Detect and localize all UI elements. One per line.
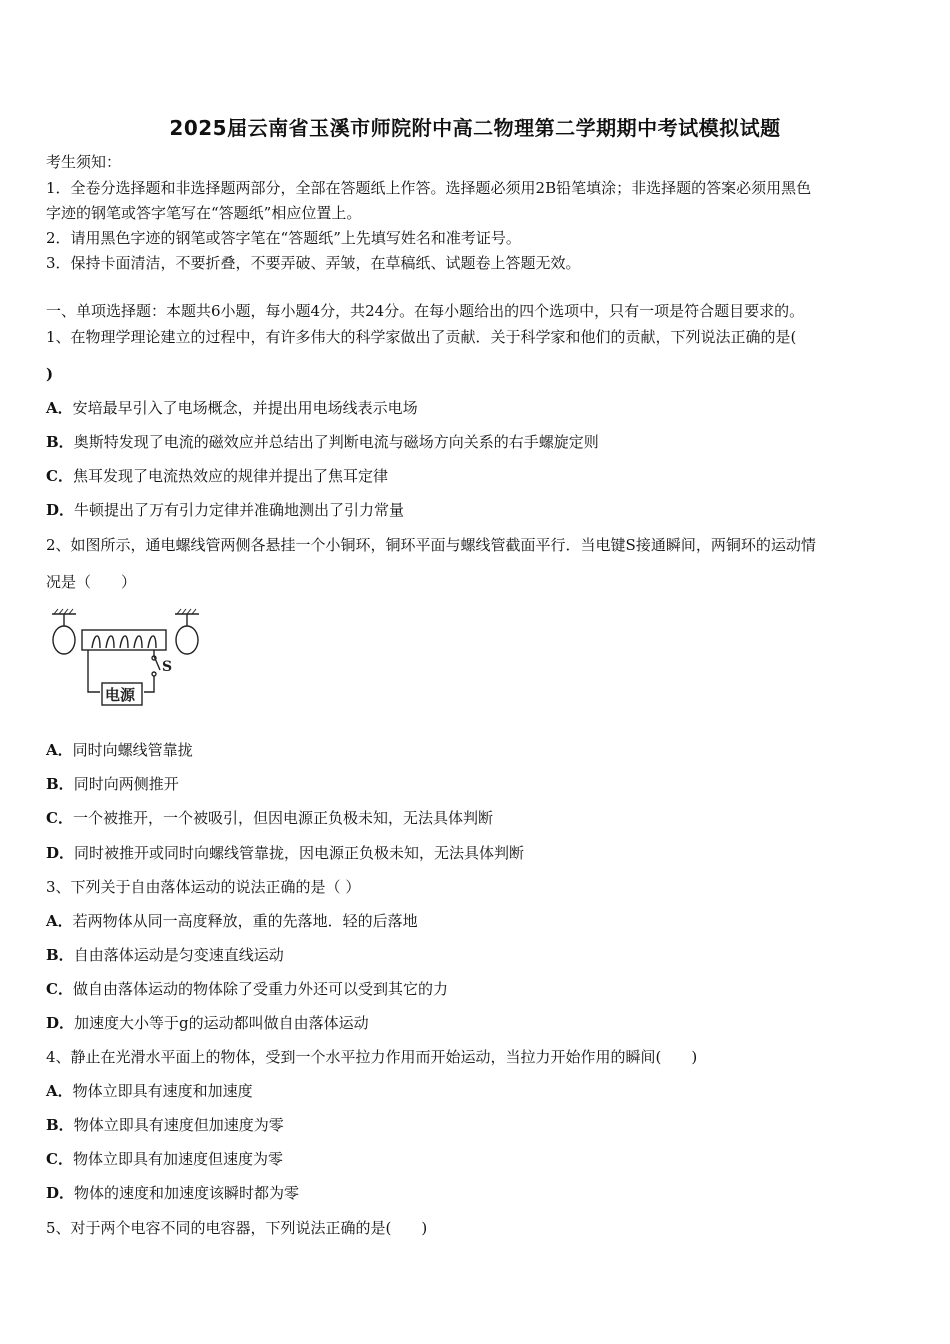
switch-label: S [162,659,173,675]
right-copper-ring [176,626,198,654]
option-letter: B． [46,1116,74,1134]
option-text: 做自由落体运动的物体除了受重力外还可以受到其它的力 [72,980,448,998]
q4-option-d [46,1183,299,1203]
option-text: 同时向两侧推开 [73,775,179,793]
option-letter: A． [46,399,73,417]
option-letter: A． [46,912,73,930]
q2-option-b [46,774,179,794]
option-letter: D． [46,501,75,519]
option-letter: C． [46,1150,73,1168]
option-text: 物体立即具有加速度但速度为零 [72,1150,283,1168]
option-letter: A． [46,1082,73,1100]
option-text: 自由落体运动是匀变速直线运动 [73,946,284,964]
q1-option-d [46,500,404,520]
power-source-label: 电源 [105,686,136,704]
option-text: 奥斯特发现了电流的磁效应并总结出了判断电流与磁场方向关系的右手螺旋定则 [73,433,599,451]
right-ceiling-hatch [177,609,196,614]
option-text: 加速度大小等于g的运动都叫做自由落体运动 [74,1014,369,1032]
q2-option-d [46,843,524,863]
q4-stem: 4、静止在光滑水平面上的物体，受到一个水平拉力作用而开始运动，当拉力开始作用的瞬间( ) [46,1048,698,1066]
q1-stem-line-2: ) [46,365,54,383]
notice-heading: 考生须知： [46,153,122,171]
q1-stem-line-1: 1、在物理学理论建立的过程中，有许多伟大的科学家做出了贡献．关于科学家和他们的贡献，下列说法正确的是( [46,328,797,346]
notice-item-1-line-1: 1．全卷分选择题和非选择题两部分，全部在答题纸上作答。选择题必须用2B铅笔填涂；非选择题的答案必须用黑色 [46,179,812,197]
option-letter: C． [46,467,73,485]
page-title: 2025届云南省玉溪市师院附中高二物理第二学期期中考试模拟试题 [169,116,781,140]
option-letter: C． [46,980,73,998]
solenoid-circuit-diagram [44,604,214,716]
option-letter: B． [46,433,74,451]
q1-option-c [46,466,388,486]
option-letter: C． [46,809,73,827]
q3-option-c [46,979,448,999]
option-letter: D． [46,1184,75,1202]
notice-item-2: 2．请用黑色字迹的钢笔或答字笔在“答题纸”上先填写姓名和准考证号。 [46,229,521,247]
q2-option-c [46,808,493,828]
notice-item-1-line-2: 字迹的钢笔或答字笔写在“答题纸”相应位置上。 [46,204,362,222]
option-text: 若两物体从同一高度释放，重的先落地．轻的后落地 [72,912,418,930]
option-text: 同时被推开或同时向螺线管靠拢，因电源正负极未知，无法具体判断 [74,844,525,862]
left-copper-ring [53,626,75,654]
left-ceiling-hatch [54,609,73,614]
switch-blade [154,656,160,670]
right-wire-bottom [144,676,154,692]
option-text: 焦耳发现了电流热效应的规律并提出了焦耳定律 [72,467,388,485]
q3-stem: 3、下列关于自由落体运动的说法正确的是（ ） [46,878,361,896]
option-text: 一个被推开，一个被吸引，但因电源正负极未知，无法具体判断 [72,809,493,827]
option-letter: D． [46,1014,75,1032]
q1-option-b [46,432,599,452]
q3-option-d [46,1013,369,1033]
option-text: 物体立即具有速度但加速度为零 [73,1116,284,1134]
q4-option-b [46,1115,284,1135]
section-1-heading: 一、单项选择题：本题共6小题，每小题4分，共24分。在每小题给出的四个选项中，只有一项是符合题目要求的。 [46,302,805,320]
solenoid-coil [92,636,156,648]
q2-stem-line-2: 况是（ ） [46,573,137,591]
q2-option-a [46,740,193,760]
option-letter: D． [46,844,75,862]
option-letter: B． [46,946,74,964]
left-wire [88,650,100,692]
q1-option-a [46,398,418,418]
option-text: 物体立即具有速度和加速度 [72,1082,253,1100]
q3-option-a [46,911,418,931]
option-text: 物体的速度和加速度该瞬时都为零 [74,1184,300,1202]
option-letter: A． [46,741,73,759]
option-letter: B． [46,775,74,793]
option-text: 牛顿提出了万有引力定律并准确地测出了引力常量 [74,501,405,519]
q4-option-a [46,1081,253,1101]
switch-contact-top [152,656,156,660]
q3-option-b [46,945,284,965]
solenoid-core [82,630,166,650]
q2-stem-line-1: 2、如图所示，通电螺线管两侧各悬挂一个小铜环，铜环平面与螺线管截面平行．当电键S接通瞬间，两铜环的运动情 [46,536,816,554]
option-text: 同时向螺线管靠拢 [72,741,193,759]
q4-option-c [46,1149,283,1169]
option-text: 安培最早引入了电场概念，并提出用电场线表示电场 [72,399,418,417]
q5-stem: 5、对于两个电容不同的电容器，下列说法正确的是( ) [46,1219,428,1237]
switch-contact-bottom [152,672,156,676]
notice-item-3: 3．保持卡面清洁，不要折叠，不要弄破、弄皱，在草稿纸、试题卷上答题无效。 [46,254,581,272]
